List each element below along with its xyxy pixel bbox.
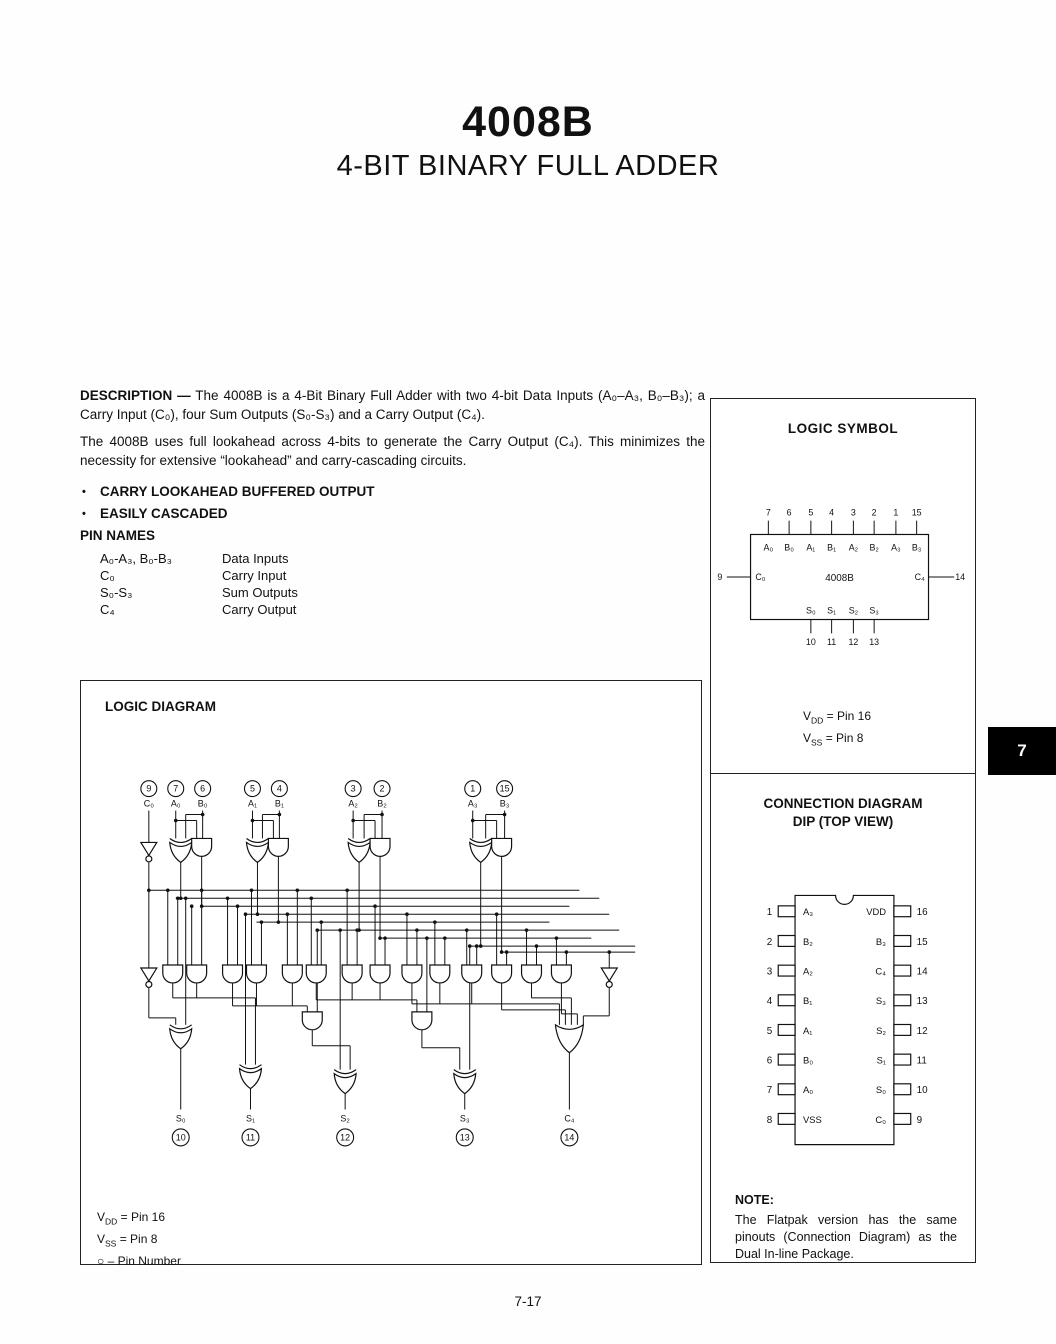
pin-number: 11 bbox=[916, 1055, 927, 1067]
pin-number: 4 bbox=[829, 507, 835, 518]
description-section bbox=[80, 386, 705, 470]
logic-diagram-panel bbox=[80, 680, 702, 1268]
pin-number: 8 bbox=[766, 1114, 773, 1126]
bullet-icon: • bbox=[82, 508, 86, 520]
pin-stub bbox=[778, 1113, 795, 1124]
note-heading: NOTE: bbox=[735, 1193, 774, 1207]
pin-number: 7 bbox=[766, 1085, 773, 1097]
pin-label: C₄ bbox=[564, 1113, 575, 1124]
logic-symbol-title: LOGIC SYMBOL bbox=[787, 421, 899, 436]
pin-number: 2 bbox=[379, 783, 385, 794]
pin-number: 13 bbox=[916, 996, 928, 1008]
pin-label: A₀ bbox=[802, 1084, 814, 1096]
bullet-icon: • bbox=[82, 486, 86, 498]
connection-diagram-title: CONNECTION DIAGRAM bbox=[763, 796, 923, 811]
and-gate bbox=[402, 965, 422, 983]
junction-dot bbox=[319, 920, 323, 924]
and-gate bbox=[302, 1012, 322, 1030]
and-gate bbox=[370, 838, 390, 856]
pin-label: S₀ bbox=[875, 1084, 887, 1096]
pin-label: S₃ bbox=[869, 605, 879, 616]
pin-stub bbox=[894, 995, 911, 1006]
pin-number: 14 bbox=[955, 571, 966, 582]
pin-label: S₂ bbox=[876, 1024, 887, 1036]
pin-number: 3 bbox=[766, 966, 773, 978]
pin-stub bbox=[894, 936, 911, 947]
junction-dot bbox=[355, 928, 359, 932]
pin-stub bbox=[778, 965, 795, 976]
inverter-gate bbox=[601, 968, 617, 981]
pin-label: B₃ bbox=[911, 542, 922, 553]
dip-package-diagram bbox=[711, 874, 974, 1174]
pin-number: 10 bbox=[916, 1085, 928, 1097]
pin-names-row bbox=[80, 584, 298, 601]
junction-dot bbox=[565, 950, 569, 954]
pin-label: B₀ bbox=[784, 542, 794, 553]
junction-dot bbox=[475, 944, 479, 948]
note-section bbox=[735, 1192, 957, 1263]
features-list bbox=[82, 484, 375, 528]
pin-number: 6 bbox=[200, 783, 206, 794]
junction-dot bbox=[338, 928, 342, 932]
junction-dot bbox=[315, 928, 319, 932]
pin-number: 1 bbox=[893, 507, 899, 518]
pin-label: C₄ bbox=[914, 571, 925, 582]
pin-name: C₀ bbox=[100, 568, 115, 583]
junction-dot bbox=[201, 813, 205, 817]
pin-stub bbox=[778, 936, 795, 947]
note-body: The Flatpak version has the same pinouts (Connection Diagram) as the Dual In-line Package. bbox=[735, 1213, 957, 1261]
pin-label: B₂ bbox=[802, 935, 813, 947]
legend-row bbox=[803, 729, 871, 751]
and-gate bbox=[246, 965, 266, 983]
inverter-gate bbox=[141, 842, 157, 855]
junction-dot bbox=[176, 896, 180, 900]
part-number-title: 4008B bbox=[462, 98, 594, 146]
inverter-bubble bbox=[146, 856, 152, 862]
logic-symbol-panel bbox=[710, 398, 976, 774]
pin-label: B₁ bbox=[274, 798, 284, 809]
legend-subscript: DD bbox=[105, 1216, 118, 1227]
junction-dot bbox=[250, 888, 254, 892]
pin-stub bbox=[894, 906, 911, 917]
description-body: The 4008B is a 4-Bit Binary Full Adder with two 4-bit Data Inputs (A₀–A₃, B₀–B₃); a Carry Input (C₀), four Sum Outputs (S₀-S₃) and a Carry Output (C₄). bbox=[80, 388, 706, 422]
junction-dot bbox=[345, 888, 349, 892]
logic-diagram-title: LOGIC DIAGRAM bbox=[105, 699, 216, 714]
legend-symbol: V bbox=[97, 1231, 106, 1246]
pin-label: B₃ bbox=[499, 798, 510, 809]
pin-stub bbox=[778, 995, 795, 1006]
pin-number: 9 bbox=[916, 1114, 923, 1126]
description-paragraph-1 bbox=[80, 386, 705, 424]
legend-row bbox=[97, 1209, 181, 1231]
legend-symbol: V bbox=[803, 731, 812, 746]
and-gate bbox=[492, 838, 512, 856]
junction-dot bbox=[503, 813, 507, 817]
pin-number: 12 bbox=[848, 637, 859, 648]
pin-number: 3 bbox=[850, 507, 856, 518]
xor-gate-arc bbox=[170, 1025, 192, 1029]
xor-gate bbox=[454, 1074, 476, 1094]
pin-label: S₂ bbox=[848, 605, 859, 616]
section-tab bbox=[988, 727, 1056, 775]
pin-names-row bbox=[80, 550, 298, 567]
xor-gate bbox=[246, 842, 268, 862]
xor-gate bbox=[334, 1074, 356, 1094]
pin-label: B₃ bbox=[875, 935, 887, 947]
pin-names-row bbox=[80, 567, 298, 584]
junction-dot bbox=[278, 813, 282, 817]
pin-stub bbox=[778, 1024, 795, 1035]
inverter-bubble bbox=[606, 981, 612, 987]
pin-label: S₀ bbox=[806, 605, 816, 616]
junction-dot bbox=[251, 819, 255, 823]
section-tab-number: 7 bbox=[1017, 741, 1027, 760]
xor-gate bbox=[170, 1029, 192, 1049]
junction-dot bbox=[190, 904, 194, 908]
pin-stub bbox=[778, 1084, 795, 1095]
legend-row bbox=[97, 1231, 181, 1253]
connection-diagram-panel bbox=[710, 773, 976, 1263]
pin-label: C₀ bbox=[143, 798, 154, 809]
junction-dot bbox=[433, 920, 437, 924]
pin-number: 5 bbox=[766, 1025, 773, 1037]
pin-number-circle-icon: ○ bbox=[97, 1253, 105, 1268]
xor-gate-arc bbox=[348, 838, 370, 842]
junction-dot bbox=[174, 819, 178, 823]
description-paragraph-2: The 4008B uses full lookahead across 4-bits to generate the Carry Output (C₄). This minimizes the necessity for extensive “lookahead” and carry-cascading circuits. bbox=[80, 434, 705, 468]
pin-label: B₁ bbox=[802, 995, 813, 1007]
feature-item bbox=[82, 484, 375, 501]
and-gate bbox=[492, 965, 512, 983]
pin-label: C₀ bbox=[755, 571, 766, 582]
pin-label: VSS bbox=[802, 1113, 822, 1125]
pin-label: S₀ bbox=[175, 1113, 186, 1124]
pin-label: VDD bbox=[866, 906, 887, 918]
legend-subscript: SS bbox=[105, 1238, 117, 1249]
pin-description: Carry Output bbox=[222, 602, 297, 617]
feature-item bbox=[82, 506, 375, 523]
pin-number: 1 bbox=[470, 783, 476, 794]
and-gate bbox=[306, 965, 326, 983]
legend-symbol: V bbox=[803, 709, 812, 723]
pin-label: A₃ bbox=[802, 906, 814, 918]
page-subtitle: 4-BIT BINARY FULL ADDER bbox=[336, 150, 720, 182]
pin-number: 4 bbox=[276, 783, 282, 794]
junction-dot bbox=[373, 904, 377, 908]
and-gate bbox=[187, 965, 207, 983]
logic-diagram-legend bbox=[97, 1209, 181, 1275]
junction-dot bbox=[465, 928, 469, 932]
xor-gate-arc bbox=[170, 838, 192, 842]
junction-dot bbox=[535, 944, 539, 948]
and-gate bbox=[551, 965, 571, 983]
pin-number: 7 bbox=[173, 783, 179, 794]
legend-row bbox=[97, 1253, 181, 1275]
logic-diagram bbox=[81, 681, 701, 1264]
and-gate bbox=[522, 965, 542, 983]
and-gate bbox=[462, 965, 482, 983]
page-number: 7-17 bbox=[514, 1294, 542, 1309]
and-gate bbox=[412, 1012, 432, 1030]
xor-gate-arc bbox=[454, 1070, 476, 1074]
pin-number: 13 bbox=[869, 637, 880, 648]
feature-label: EASILY CASCADED bbox=[100, 506, 228, 521]
pin-stub bbox=[894, 1113, 911, 1124]
pin-number: 9 bbox=[717, 571, 723, 582]
inverter-bubble bbox=[146, 981, 152, 987]
pin-name: S₀-S₃ bbox=[100, 585, 133, 600]
xor-gate-arc bbox=[334, 1070, 356, 1074]
xor-gate bbox=[470, 842, 492, 862]
pin-number: 11 bbox=[827, 637, 837, 648]
junction-dot bbox=[525, 928, 529, 932]
pin-label: A₁ bbox=[802, 1024, 813, 1036]
pin-label: S₁ bbox=[827, 605, 837, 616]
legend-subscript: SS bbox=[811, 737, 823, 748]
junction-dot bbox=[309, 896, 313, 900]
junction-dot bbox=[415, 928, 419, 932]
pin-number: 12 bbox=[340, 1132, 351, 1143]
logic-symbol-notes bbox=[803, 707, 871, 752]
and-gate bbox=[192, 838, 212, 856]
pin-label: S₃ bbox=[459, 1113, 470, 1124]
junction-dot bbox=[244, 912, 248, 916]
chip-name: 4008B bbox=[825, 572, 854, 584]
feature-label: CARRY LOOKAHEAD BUFFERED OUTPUT bbox=[100, 484, 375, 499]
junction-dot bbox=[260, 920, 264, 924]
and-gate bbox=[223, 965, 243, 983]
pin-label: S₁ bbox=[876, 1054, 887, 1066]
xor-gate bbox=[348, 842, 370, 862]
pin-number: 14 bbox=[916, 966, 928, 978]
pin-stub bbox=[778, 906, 795, 917]
inverter-gate bbox=[141, 968, 157, 981]
pin-label: B₂ bbox=[869, 542, 879, 553]
pin-number: 10 bbox=[175, 1132, 186, 1143]
pin-label: C₀ bbox=[875, 1113, 887, 1125]
pin-label: A₂ bbox=[348, 798, 358, 809]
junction-dot bbox=[184, 896, 188, 900]
pin-stub bbox=[894, 1084, 911, 1095]
xor-gate-arc bbox=[470, 838, 492, 842]
pin-stub bbox=[894, 965, 911, 976]
pin-label: B₂ bbox=[377, 798, 387, 809]
pin-number: 15 bbox=[499, 783, 510, 794]
junction-dot bbox=[471, 819, 475, 823]
junction-dot bbox=[425, 936, 429, 940]
legend-subscript: DD bbox=[811, 715, 824, 726]
and-gate bbox=[342, 965, 362, 983]
connection-diagram-subtitle: DIP (TOP VIEW) bbox=[792, 814, 894, 829]
pin-number: 16 bbox=[916, 907, 928, 919]
pin-number: 2 bbox=[766, 936, 773, 948]
pin-label: A₂ bbox=[848, 542, 859, 553]
pin-description: Data Inputs bbox=[222, 551, 289, 566]
pin-number: 3 bbox=[350, 783, 356, 794]
pin-number: 14 bbox=[564, 1132, 575, 1143]
junction-dot bbox=[296, 888, 300, 892]
pin-name: A₀-A₃, B₀-B₃ bbox=[100, 551, 172, 566]
pin-label: A₃ bbox=[891, 542, 901, 553]
junction-dot bbox=[383, 936, 387, 940]
logic-symbol-diagram bbox=[711, 484, 974, 669]
pin-names-heading: PIN NAMES bbox=[80, 528, 156, 543]
pin-number: 7 bbox=[765, 507, 771, 518]
pin-label: S₁ bbox=[245, 1113, 255, 1124]
pin-number: 6 bbox=[786, 507, 792, 518]
pin-label: S₃ bbox=[875, 995, 887, 1007]
xor-gate-arc bbox=[246, 838, 268, 842]
pin-label: B₀ bbox=[802, 1054, 814, 1066]
pin-number: 4 bbox=[766, 996, 773, 1008]
pin-number: 15 bbox=[911, 507, 922, 518]
pin-label: B₀ bbox=[197, 798, 208, 809]
junction-dot bbox=[495, 912, 499, 916]
dip-body bbox=[795, 895, 894, 1144]
pin-number: 9 bbox=[146, 783, 152, 794]
xor-gate bbox=[240, 1069, 262, 1089]
pin-stub bbox=[778, 1054, 795, 1065]
and-gate bbox=[163, 965, 183, 983]
junction-dot bbox=[468, 944, 472, 948]
legend-text: = Pin 16 bbox=[117, 1210, 165, 1224]
and-gate bbox=[282, 965, 302, 983]
pin-label: A₀ bbox=[763, 542, 774, 553]
pin-number: 11 bbox=[245, 1132, 256, 1143]
pin-stub bbox=[894, 1054, 911, 1065]
pin-description: Carry Input bbox=[222, 568, 287, 583]
pin-number: 12 bbox=[916, 1025, 928, 1037]
pin-label: A₂ bbox=[802, 965, 813, 977]
legend-symbol: V bbox=[97, 1210, 106, 1224]
pin-names-section bbox=[80, 528, 298, 618]
legend-text: – Pin Number bbox=[104, 1253, 181, 1268]
junction-dot bbox=[555, 936, 559, 940]
junction-dot bbox=[236, 904, 240, 908]
pin-number: 5 bbox=[249, 783, 255, 794]
junction-dot bbox=[166, 888, 170, 892]
pin-number: 6 bbox=[766, 1055, 773, 1067]
junction-dot bbox=[607, 950, 611, 954]
pin-name: C₄ bbox=[100, 602, 115, 617]
pin-label: A₃ bbox=[467, 798, 478, 809]
pin-label: A₁ bbox=[806, 542, 816, 553]
junction-dot bbox=[286, 912, 290, 916]
or-gate bbox=[555, 1025, 583, 1053]
pin-label: B₁ bbox=[827, 542, 837, 553]
junction-dot bbox=[351, 819, 355, 823]
and-gate bbox=[370, 965, 390, 983]
and-gate bbox=[430, 965, 450, 983]
legend-text: = Pin 16 bbox=[823, 709, 871, 723]
junction-dot bbox=[380, 813, 384, 817]
junction-dot bbox=[200, 888, 204, 892]
xor-gate-arc bbox=[240, 1065, 262, 1069]
pin-number: 13 bbox=[459, 1132, 470, 1143]
pin-label: S₂ bbox=[340, 1113, 350, 1124]
pin-label: C₄ bbox=[875, 965, 887, 977]
pin-number: 2 bbox=[871, 507, 877, 518]
legend-text: = Pin 8 bbox=[822, 731, 864, 746]
junction-dot bbox=[226, 896, 230, 900]
pin-number: 1 bbox=[766, 907, 773, 919]
pin-label: A₁ bbox=[247, 798, 257, 809]
legend-text: = Pin 8 bbox=[116, 1231, 158, 1246]
pin-number: 10 bbox=[805, 637, 816, 648]
xor-gate bbox=[170, 842, 192, 862]
pin-description: Sum Outputs bbox=[222, 585, 298, 600]
pin-number: 15 bbox=[916, 936, 928, 948]
pin-names-row bbox=[80, 601, 298, 618]
description-heading: DESCRIPTION — bbox=[80, 388, 191, 403]
pin-stub bbox=[894, 1024, 911, 1035]
legend-row bbox=[803, 707, 871, 729]
junction-dot bbox=[443, 936, 447, 940]
junction-dot bbox=[505, 950, 509, 954]
junction-dot bbox=[405, 912, 409, 916]
pin-number: 5 bbox=[808, 507, 814, 518]
and-gate bbox=[268, 838, 288, 856]
pin-label: A₀ bbox=[170, 798, 181, 809]
